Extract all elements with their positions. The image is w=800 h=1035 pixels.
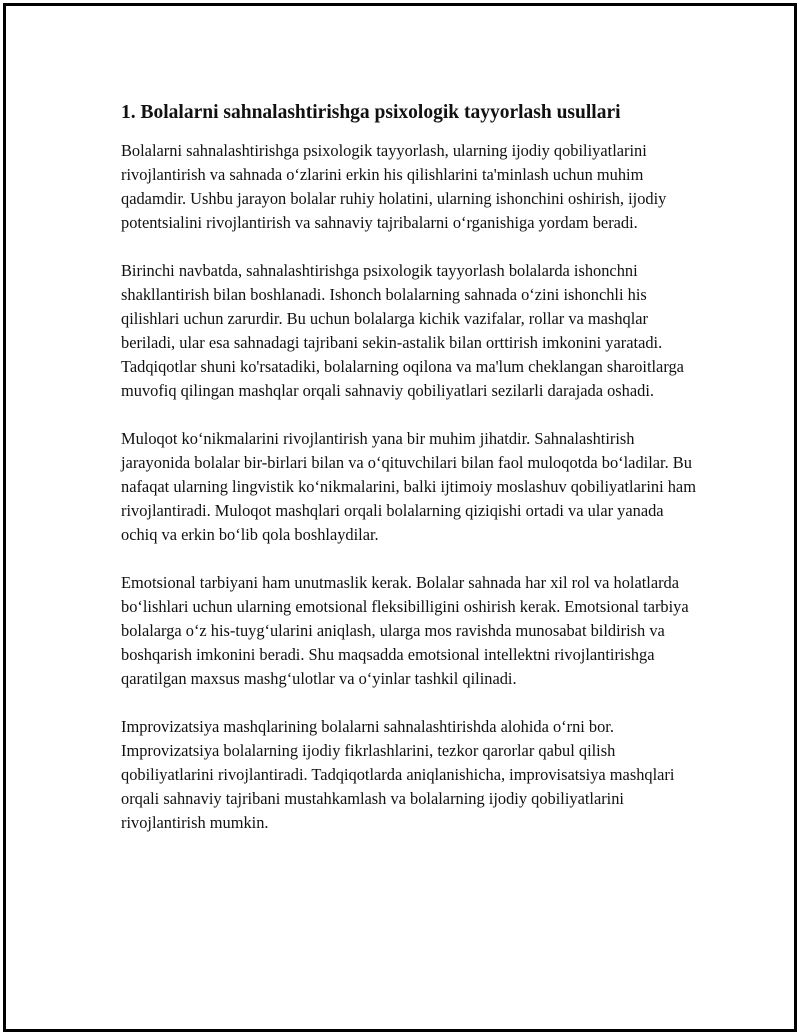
paragraph-emotional: Emotsional tarbiyani ham unutmaslik kerak. Bolalar sahnada har xil rol va holatlarda bo‘lishlari uchun ularning emotsional fleksibilligini oshirish kerak. Emotsional tarbiya bolalarga o‘z his-tuyg‘ularini aniqlash, ularga mos ravishda munosabat bildirish va boshqarish imkonini beradi. Shu maqsadda emotsional intellektni rivojlantirishga qaratilgan maxsus mashg‘ulotlar va o‘yinlar tashkil qilinadi. bbox=[121, 573, 689, 688]
document-body bbox=[121, 99, 696, 859]
paragraph-communication: Muloqot ko‘nikmalarini rivojlantirish yana bir muhim jihatdir. Sahnalashtirish jarayonida bolalar bir-birlari bilan va o‘qituvchilari bilan faol muloqotda bo‘ladilar. Bu nafaqat ularning lingvistik ko‘nikmalarini, balki ijtimoiy moslashuv qobiliyatlarini ham rivojlantiradi. Muloqot mashqlari orqali bolalarning qiziqishi ortadi va ular yanada ochiq va erkin bo‘lib qola boshlaydilar. bbox=[121, 429, 696, 544]
paragraph-intro: Bolalarni sahnalashtirishga psixologik tayyorlash, ularning ijodiy qobiliyatlarini rivojlantirish va sahnada o‘zlarini erkin his qilishlarini ta'minlash uchun muhim qadamdir. Ushbu jarayon bolalar ruhiy holatini, ularning ishonchini oshirish, ijodiy potentsialini rivojlantirish va sahnaviy tajribalarni o‘rganishiga yordam beradi. bbox=[121, 141, 667, 232]
section-heading: 1. Bolalarni sahnalashtirishga psixologik tayyorlash usullari bbox=[121, 102, 621, 123]
paragraph-confidence: Birinchi navbatda, sahnalashtirishga psixologik tayyorlash bolalarda ishonchni shakllantirish bilan boshlanadi. Ishonch bolalarning sahnada o‘zini ishonchli his qilishlari uchun zarurdir. Bu uchun bolalarga kichik vazifalar, rollar va mashqlar beriladi, ular esa sahnadagi tajribani sekin-astalik bilan orttirish imkonini yaratadi. Tadqiqotlar shuni ko'rsatadiki, bolalarning oqilona va ma'lum cheklangan sharoitlarga muvofiq qilingan mashqlar orqali sahnaviy qobiliyatlari sezilarli darajada oshadi. bbox=[121, 261, 684, 400]
paragraph-improvisation: Improvizatsiya mashqlarining bolalarni sahnalashtirishda alohida o‘rni bor. Improvizatsiya bolalarning ijodiy fikrlashlarini, tezkor qarorlar qabul qilish qobiliyatlarini rivojlantiradi. Tadqiqotlarda aniqlanishicha, improvisatsiya mashqlari orqali sahnaviy tajribani mustahkamlash va bolalarning ijodiy qobiliyatlarini rivojlantirish mumkin. bbox=[121, 717, 675, 832]
page-frame bbox=[3, 3, 797, 1032]
